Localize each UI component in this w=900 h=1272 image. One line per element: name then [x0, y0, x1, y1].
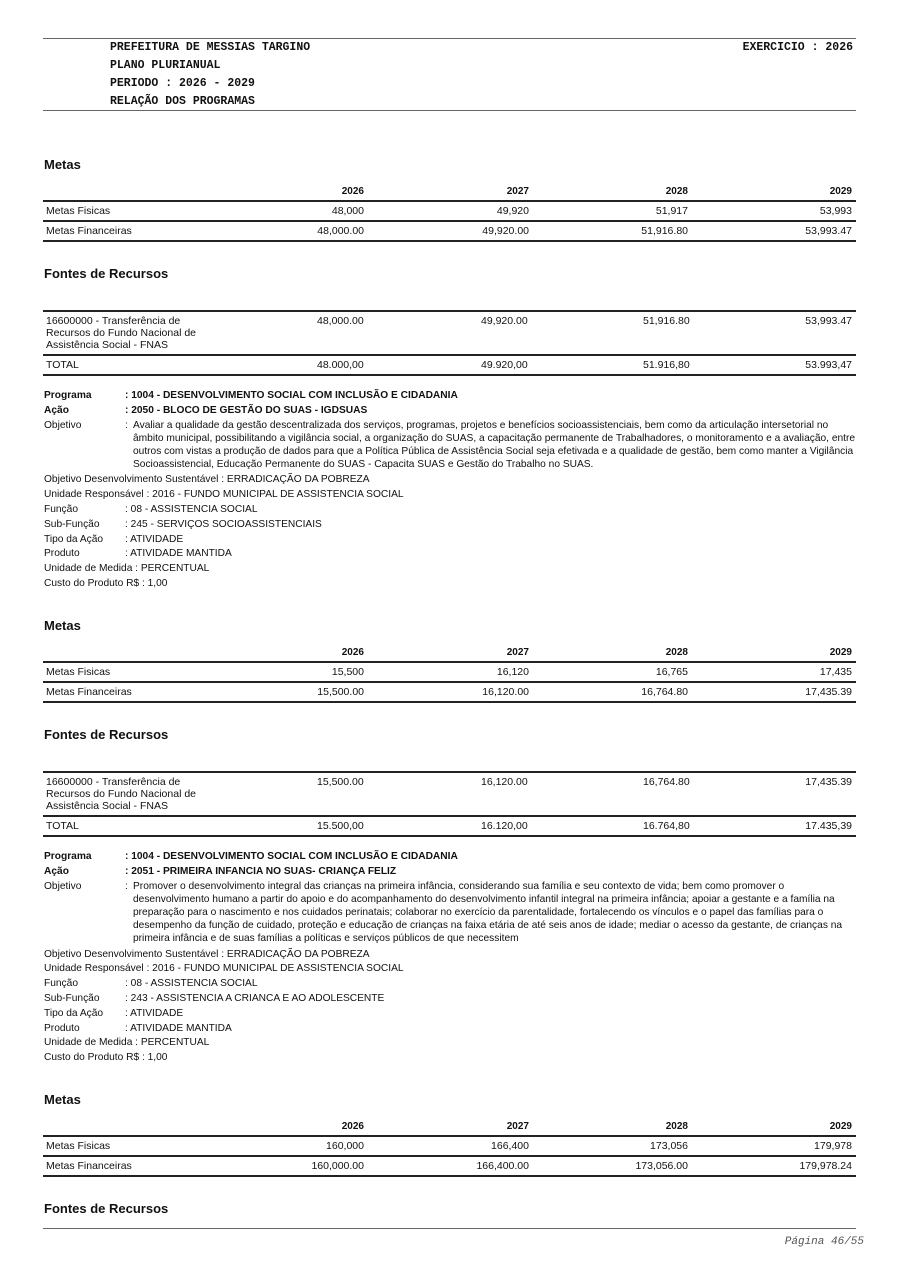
funcao-label: Função	[44, 978, 78, 990]
acao-info-2051	[44, 850, 859, 1066]
year-header-2029: 2029	[829, 186, 852, 197]
fontes-title: Fontes de Recursos	[44, 266, 169, 281]
value-2028: 16,765	[655, 666, 688, 678]
value-2027: 16,120	[496, 666, 529, 678]
value-2026: 160,000	[326, 1140, 364, 1152]
value-2028: 51,916.80	[643, 315, 690, 327]
tipo-value: : ATIVIDADE	[125, 1007, 184, 1019]
year-header-2026: 2026	[341, 647, 364, 658]
fontes-title: Fontes de Recursos	[44, 727, 169, 742]
medida-line: Unidade de Medida : PERCENTUAL	[44, 1037, 210, 1049]
row-label: Metas Fisicas	[46, 1140, 111, 1152]
value-2029: 17.435,39	[805, 820, 852, 832]
ods-line: Objetivo Desenvolvimento Sustentável : ERRADICAÇÃO DA POBREZA	[44, 474, 370, 486]
programa-value: : 1004 - DESENVOLVIMENTO SOCIAL COM INCLUSÃO E CIDADANIA	[125, 851, 458, 862]
acao-line	[44, 404, 859, 419]
value-2027: 49,920	[496, 205, 529, 217]
header-municipality: PREFEITURA DE MESSIAS TARGINO	[110, 41, 311, 54]
table-row-metas-financeiras	[43, 1157, 856, 1177]
funcao-value: : 08 - ASSISTENCIA SOCIAL	[125, 504, 258, 515]
value-2028: 16.764,80	[643, 820, 690, 832]
year-header-2028: 2028	[665, 186, 688, 197]
row-label: Metas Financeiras	[46, 225, 132, 237]
produto-line	[44, 547, 859, 562]
value-2026: 15.500,00	[317, 820, 364, 832]
objetivo-line	[44, 419, 859, 472]
metas-table	[43, 200, 856, 242]
header-bottom-rule	[43, 110, 856, 111]
row-label: Metas Financeiras	[46, 686, 132, 698]
fonte-label: 16600000 - Transferência de Recursos do Fundo Nacional de Assistência Social - FNAS	[46, 315, 197, 351]
fontes-title: Fontes de Recursos	[44, 1201, 169, 1216]
fonte-label: 16600000 - Transferência de Recursos do Fundo Nacional de Assistência Social - FNAS	[46, 776, 197, 812]
metas-title: Metas	[44, 1092, 81, 1107]
custo-line: Custo do Produto R$ : 1,00	[44, 577, 168, 589]
funcao-value: : 08 - ASSISTENCIA SOCIAL	[125, 978, 258, 990]
programa-line	[44, 389, 859, 404]
value-2029: 17,435.39	[805, 776, 852, 788]
value-2027: 166,400	[491, 1140, 529, 1152]
year-header-2028: 2028	[665, 647, 688, 658]
produto-value: : ATIVIDADE MANTIDA	[125, 1022, 232, 1034]
year-header-2028: 2028	[665, 1121, 688, 1132]
table-row-metas-financeiras	[43, 222, 856, 242]
subfuncao-value: : 243 - ASSISTENCIA A CRIANCA E AO ADOLESCENTE	[125, 993, 385, 1004]
row-label: Metas Fisicas	[46, 205, 111, 217]
value-2027: 49,920.00	[482, 225, 529, 237]
programa-label: Programa	[44, 851, 92, 862]
tipo-line	[44, 1007, 859, 1022]
objetivo-text: Avaliar a qualidade da gestão descentralizada dos serviços, programas, projetos e benefícios socioassistenciais, bem como da articulação intersetorial no âmbito municipal, possibilitando a vigilância social, a organização do SUAS, a capacitação permanente de Trabalhadores, o monitoramento e a avaliação, entre outros com vistas a produção de dados para que a Política Pública de Assistência Social seja efetivada e a qualidade de gestão, bem como manter a Vigilância Socioassistencial, Educação Permanente do SUAS - Capacita SUAS e Gestão do Trabalho no SUAS.	[133, 419, 856, 471]
year-header-2026: 2026	[341, 1121, 364, 1132]
table-row-total	[43, 356, 856, 376]
year-header-2027: 2027	[506, 186, 529, 197]
value-2029: 17,435	[819, 666, 852, 678]
value-2029: 53.993,47	[805, 359, 852, 371]
objetivo-text-wrap: : Avaliar a qualidade da gestão descentralizada dos serviços, programas, projetos e benefícios socioassistenciais, bem como da articulação intersetorial no âmbito municipal, possibilitando a vigilância social, a organização do SUAS, a capacitação permanente de Trabalhadores, o monitoramento e a avaliação, entre outros com vistas a produção de dados para que a Política Pública de Assistência Social seja efetivada e a qualidade de gestão, bem como manter a Vigilância Socioassistencial, Educação Permanente do SUAS - Capacita SUAS e Gestão do Trabalho no SUAS.	[125, 419, 856, 471]
produto-label: Produto	[44, 1022, 80, 1034]
programa-line	[44, 850, 859, 865]
table-row-metas-fisicas	[43, 1135, 856, 1157]
funcao-label: Função	[44, 504, 78, 515]
subfuncao-label: Sub-Função	[44, 993, 100, 1004]
fontes-table	[43, 771, 856, 837]
objetivo-line	[44, 880, 859, 946]
programa-value: : 1004 - DESENVOLVIMENTO SOCIAL COM INCLUSÃO E CIDADANIA	[125, 390, 458, 401]
acao-info-2050	[44, 389, 859, 592]
value-2027: 16,120.00	[481, 776, 528, 788]
subfuncao-line	[44, 518, 859, 533]
total-label: TOTAL	[46, 820, 79, 832]
value-2029: 53,993.47	[805, 315, 852, 327]
subfuncao-line	[44, 992, 859, 1007]
table-row-fonte	[43, 310, 856, 356]
metas-table	[43, 1135, 856, 1177]
table-row-total	[43, 817, 856, 837]
year-header-2026: 2026	[341, 186, 364, 197]
year-header-2029: 2029	[829, 1121, 852, 1132]
value-2027: 16,120.00	[482, 686, 529, 698]
produto-line	[44, 1022, 859, 1037]
unidade-line: Unidade Responsável : 2016 - FUNDO MUNICIPAL DE ASSISTENCIA SOCIAL	[44, 489, 404, 501]
year-header-2027: 2027	[506, 1121, 529, 1132]
funcao-line	[44, 503, 859, 518]
value-2029: 17,435.39	[805, 686, 852, 698]
header-top-rule	[43, 38, 856, 39]
total-label: TOTAL	[46, 359, 79, 371]
acao-label: Ação	[44, 404, 69, 416]
subfuncao-label: Sub-Função	[44, 518, 100, 530]
row-label: Metas Financeiras	[46, 1160, 132, 1172]
metas-title: Metas	[44, 157, 81, 172]
value-2028: 173,056.00	[635, 1160, 688, 1172]
value-2029: 179,978	[814, 1140, 852, 1152]
page-number: Página 46/55	[784, 1236, 864, 1248]
footer-rule	[43, 1228, 856, 1229]
value-2028: 16,764.80	[643, 776, 690, 788]
fontes-table	[43, 310, 856, 376]
produto-value: : ATIVIDADE MANTIDA	[125, 548, 232, 560]
programa-label: Programa	[44, 390, 92, 401]
table-row-metas-fisicas	[43, 200, 856, 222]
value-2027: 166,400.00	[476, 1160, 529, 1172]
medida-line: Unidade de Medida : PERCENTUAL	[44, 563, 210, 575]
objetivo-text-wrap: : Promover o desenvolvimento integral das crianças na primeira infância, considerando sua família e seu contexto de vida; bem como promover o desenvolvimento humano a partir do apoio e do acompanhamento do desenvolvimento infantil integral na primeira infância; apoiar a gestante e a família na preparação para o nascimento e nos cuidados perinatais; colaborar no exercício da parentalidade, fortalecendo os vínculos e o papel das famílias para o desempenho da função de cuidado, proteção e educação de crianças na faixa etária de até seis anos de idade; mediar o acesso da gestante, de crianças na primeira infância e de suas famílias a políticas e serviços públicos de que necessitem	[125, 880, 843, 945]
objetivo-label: Objetivo	[44, 419, 82, 431]
ods-line: Objetivo Desenvolvimento Sustentável : ERRADICAÇÃO DA POBREZA	[44, 948, 370, 960]
custo-line: Custo do Produto R$ : 1,00	[44, 1052, 168, 1064]
header-exercicio: EXERCICIO : 2026	[742, 41, 853, 54]
header-report-name: RELAÇÃO DOS PROGRAMAS	[110, 95, 255, 108]
objetivo-text: Promover o desenvolvimento integral das crianças na primeira infância, considerando sua família e seu contexto de vida; bem como promover o desenvolvimento humano a partir do apoio e do acompanhamento do desenvolvimento infantil integral na primeira infância; apoiar a gestante e a família na preparação para o nascimento e nos cuidados perinatais; colaborar no exercício da parentalidade, fortalecendo os vínculos e o papel das famílias para o desempenho da função de cuidado, proteção e educação de crianças na faixa etária de até seis anos de idade; mediar o acesso da gestante, de crianças na primeira infância e de suas famílias a políticas e serviços públicos de que necessitem	[133, 880, 843, 945]
acao-label: Ação	[44, 865, 69, 877]
table-row-metas-fisicas	[43, 661, 856, 683]
value-2029: 53,993	[819, 205, 852, 217]
value-2028: 16,764.80	[641, 686, 688, 698]
year-header-2027: 2027	[506, 647, 529, 658]
value-2026: 160,000.00	[311, 1160, 364, 1172]
value-2026: 15,500.00	[317, 686, 364, 698]
value-2029: 179,978.24	[799, 1160, 852, 1172]
metas-table	[43, 661, 856, 703]
tipo-line	[44, 533, 859, 548]
value-2027: 16.120,00	[481, 820, 528, 832]
value-2028: 51.916,80	[643, 359, 690, 371]
value-2026: 48,000.00	[317, 315, 364, 327]
subfuncao-value: : 245 - SERVIÇOS SOCIOASSISTENCIAIS	[125, 518, 322, 530]
value-2026: 48,000.00	[317, 225, 364, 237]
row-label: Metas Fisicas	[46, 666, 111, 678]
acao-line	[44, 865, 859, 880]
table-row-metas-financeiras	[43, 683, 856, 703]
tipo-label: Tipo da Ação	[44, 1007, 104, 1019]
value-2027: 49,920.00	[481, 315, 528, 327]
objetivo-label: Objetivo	[44, 880, 82, 892]
unidade-line: Unidade Responsável : 2016 - FUNDO MUNICIPAL DE ASSISTENCIA SOCIAL	[44, 963, 404, 975]
value-2028: 173,056	[650, 1140, 688, 1152]
metas-title: Metas	[44, 618, 81, 633]
value-2027: 49.920,00	[481, 359, 528, 371]
value-2026: 48.000,00	[317, 359, 364, 371]
value-2028: 51,916.80	[641, 225, 688, 237]
header-plan-title: PLANO PLURIANUAL	[110, 59, 221, 72]
value-2026: 15,500.00	[317, 776, 364, 788]
table-row-fonte	[43, 771, 856, 817]
value-2026: 48,000	[331, 205, 364, 217]
funcao-line	[44, 977, 859, 992]
acao-value: : 2050 - BLOCO DE GESTÃO DO SUAS - IGDSUAS	[125, 404, 368, 416]
acao-value: : 2051 - PRIMEIRA INFANCIA NO SUAS- CRIANÇA FELIZ	[125, 865, 397, 877]
produto-label: Produto	[44, 548, 80, 560]
tipo-value: : ATIVIDADE	[125, 533, 184, 545]
value-2029: 53,993.47	[805, 225, 852, 237]
tipo-label: Tipo da Ação	[44, 533, 104, 545]
year-header-2029: 2029	[829, 647, 852, 658]
header-period: PERIODO : 2026 - 2029	[110, 77, 255, 90]
value-2028: 51,917	[655, 205, 688, 217]
value-2026: 15,500	[331, 666, 364, 678]
